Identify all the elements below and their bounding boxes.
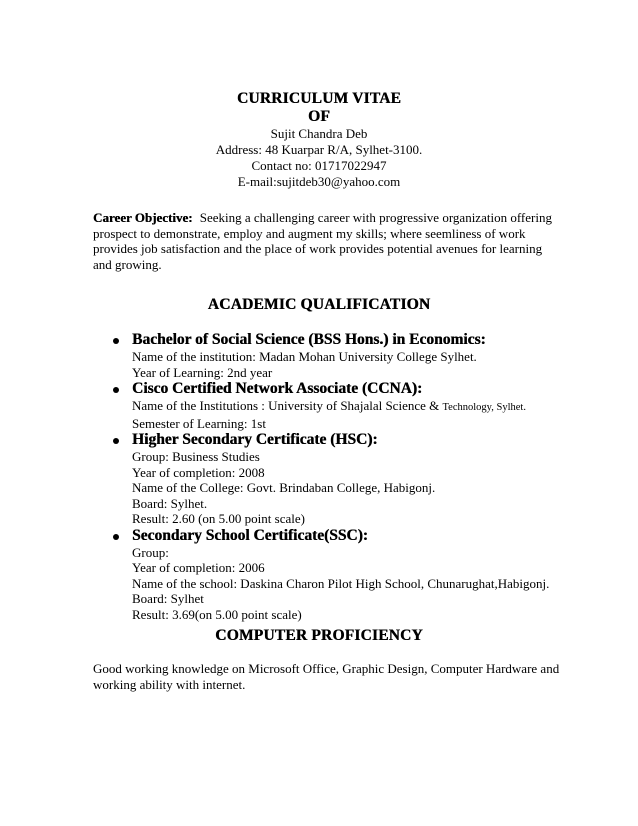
candidate-email: E-mail:sujitdeb30@yahoo.com bbox=[237, 174, 401, 189]
qualification-item bbox=[113, 431, 613, 527]
computer-heading: COMPUTER PROFICIENCY bbox=[215, 627, 423, 644]
qualification-detail: Board: Sylhet bbox=[132, 591, 204, 606]
qualification-item bbox=[113, 331, 613, 380]
institution-name: Name of the Institutions : University of Shajalal Science & bbox=[132, 398, 440, 413]
resume-header bbox=[0, 90, 638, 190]
institution-location: Technology, Sylhet. bbox=[442, 402, 526, 413]
candidate-address: Address: 48 Kuarpar R/A, Sylhet-3100. bbox=[215, 142, 423, 157]
qualification-detail: Semester of Learning: 1st bbox=[132, 415, 266, 431]
bullet-icon bbox=[113, 338, 119, 344]
computer-proficiency-text: Good working knowledge on Microsoft Office, Graphic Design, Computer Hardware and working ability with internet. bbox=[93, 661, 560, 692]
qualification-detail: Name of the College: Govt. Brindaban College, Habigonj. bbox=[132, 480, 436, 495]
qualification-item bbox=[113, 527, 613, 623]
qualification-detail: Group: bbox=[132, 544, 169, 560]
candidate-name: Sujit Chandra Deb bbox=[270, 126, 368, 141]
qualification-list bbox=[113, 331, 613, 622]
qualification-title: Higher Secondary Certificate (HSC): bbox=[132, 431, 378, 448]
qualification-detail: Name of the institution: Madan Mohan University College Sylhet. bbox=[132, 349, 477, 364]
document-title: CURRICULUM VITAE bbox=[236, 90, 402, 107]
career-objective bbox=[93, 210, 553, 272]
academic-heading: ACADEMIC QUALIFICATION bbox=[207, 296, 431, 313]
bullet-icon bbox=[113, 534, 119, 540]
candidate-contact: Contact no: 01717022947 bbox=[251, 158, 387, 173]
qualification-title: Secondary School Certificate(SSC): bbox=[132, 526, 368, 544]
qualification-item bbox=[113, 380, 613, 431]
qualification-detail: Result: 3.69(on 5.00 point scale) bbox=[132, 606, 302, 622]
career-objective-label: Career Objective: bbox=[93, 210, 193, 225]
document-title-of: OF bbox=[308, 108, 330, 125]
qualification-title: Bachelor of Social Science (BSS Hons.) in Economics: bbox=[132, 331, 486, 348]
bullet-icon bbox=[113, 387, 119, 393]
qualification-detail: Group: Business Studies bbox=[132, 449, 260, 464]
qualification-detail: Year of Learning: 2nd year bbox=[132, 364, 273, 380]
career-objective-text: Seeking a challenging career with progressive organization offering prospect to demonstrate, employ and augment my skills; where seemliness of work provides job satisfaction and the place of work provides potential avenues for learning and growing. bbox=[93, 210, 552, 272]
qualification-detail bbox=[132, 398, 613, 416]
qualification-detail: Name of the school: Daskina Charon Pilot High School, Chunarughat,Habigonj. bbox=[132, 575, 550, 591]
qualification-title: Cisco Certified Network Associate (CCNA): bbox=[132, 380, 423, 397]
bullet-icon bbox=[113, 438, 119, 444]
qualification-detail: Year of completion: 2008 bbox=[132, 464, 265, 480]
qualification-detail: Result: 2.60 (on 5.00 point scale) bbox=[132, 511, 305, 526]
qualification-detail: Year of completion: 2006 bbox=[132, 560, 265, 575]
qualification-detail: Board: Sylhet. bbox=[132, 495, 208, 511]
